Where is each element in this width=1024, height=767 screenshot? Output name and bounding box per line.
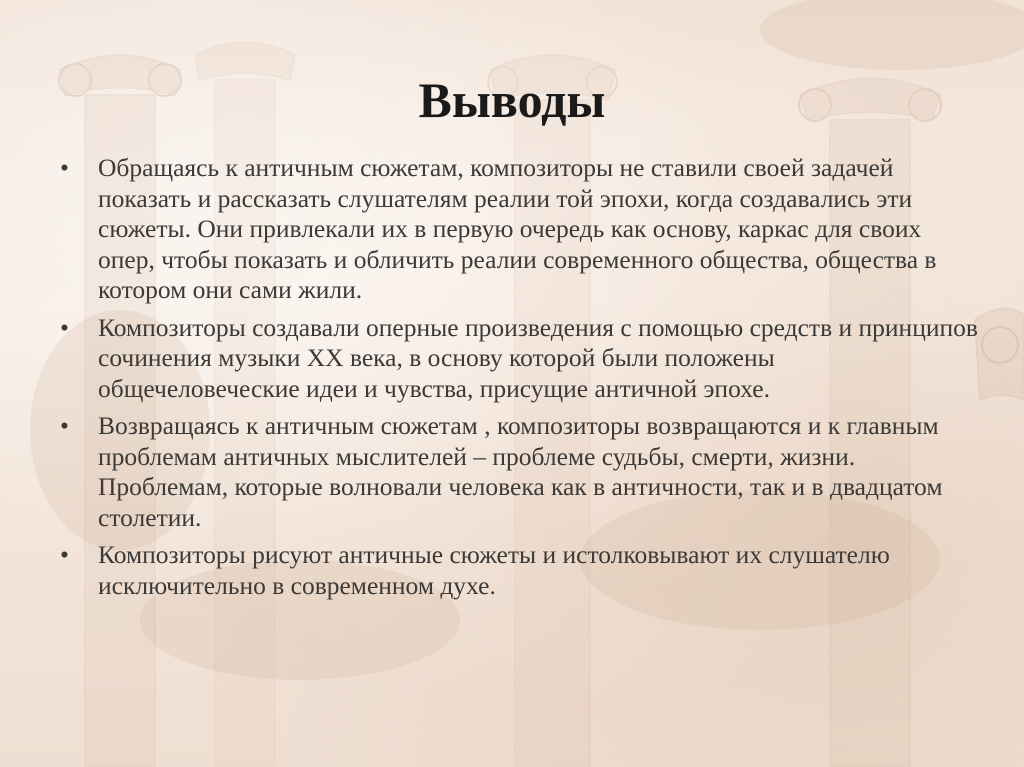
bullet-dot-icon: • xyxy=(60,312,69,342)
bullet-list xyxy=(60,153,980,608)
bullet-dot-icon: • xyxy=(60,540,69,569)
bullet-dot-icon: • xyxy=(60,153,69,182)
bullet-text: Возвращаясь к античным сюжетам , композиторы возвращаются и к главным проблемам античных мыслителей – проблеме судьбы, смерти, жизни. Проблемам, которые волновали человека как в античности, так и в двадцатом столетии. xyxy=(98,411,943,532)
bullet-text: Обращаясь к античным сюжетам, композиторы не ставили своей задачей показать и рассказать слушателям реалии той эпохи, когда создавались эти сюжеты. Они привлекали их в первую очередь как основу, каркас для своих опер, чтобы показать и обличить реалии современного общества, общества в котором они сами жили. xyxy=(98,153,937,304)
bullet-dot-icon: • xyxy=(60,411,69,440)
bullet-item xyxy=(60,153,980,306)
bullet-text: Композиторы рисуют античные сюжеты и истолковывают их слушателю исключительно в современном духе. xyxy=(98,540,890,600)
slide-title: Выводы xyxy=(418,72,606,128)
bullet-item xyxy=(60,540,980,601)
bullet-item xyxy=(60,313,980,405)
bullet-text: Композиторы создавали оперные произведения с помощью средств и принципов сочинения музыки XX века, в основу которой были положены общечеловеческие идеи и чувства, присущие античной эпохе. xyxy=(98,312,978,403)
bullet-item xyxy=(60,411,980,533)
